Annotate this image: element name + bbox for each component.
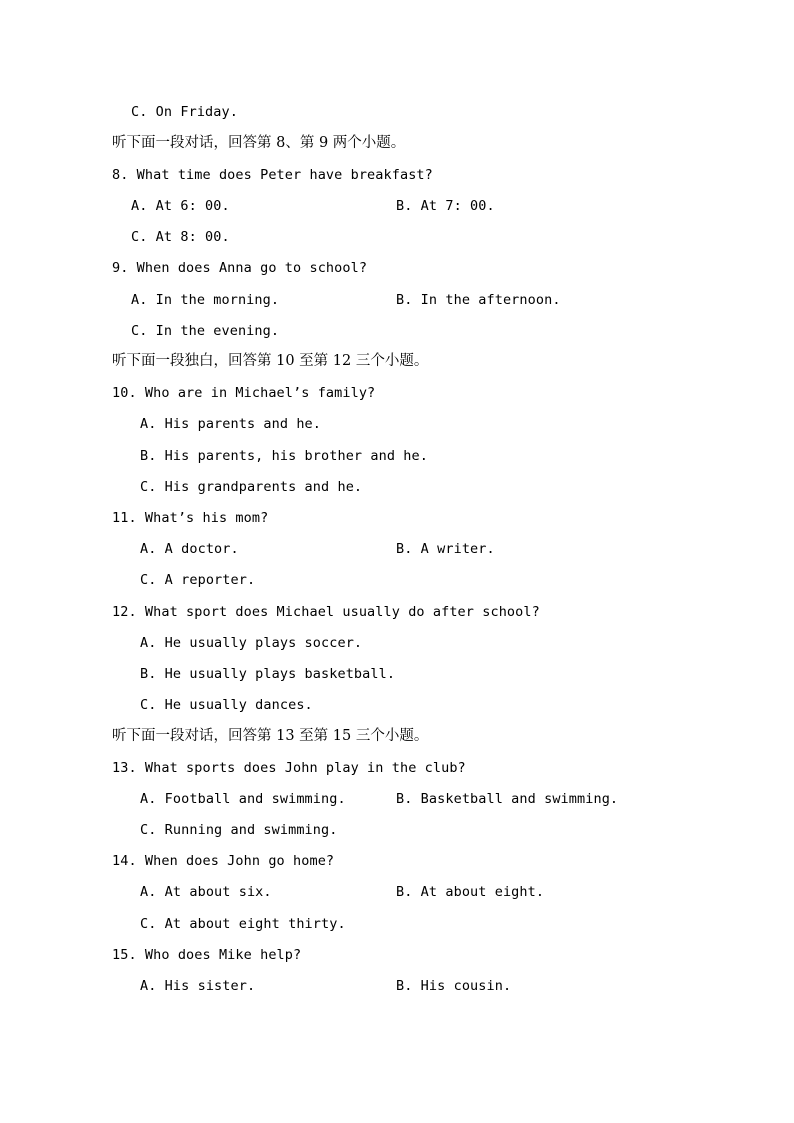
question-8: 8. What time does Peter have breakfast? bbox=[112, 167, 433, 183]
option-9a: A. In the morning. bbox=[131, 292, 280, 308]
option-8c: C. At 8: 00. bbox=[131, 229, 230, 245]
option-15a: A. His sister. bbox=[140, 978, 256, 994]
question-15: 15. Who does Mike help? bbox=[112, 947, 302, 963]
option-12a: A. He usually plays soccer. bbox=[140, 635, 363, 651]
question-12: 12. What sport does Michael usually do after school? bbox=[112, 604, 540, 620]
question-13: 13. What sports does John play in the club? bbox=[112, 760, 466, 776]
section-instruction-1: 听下面一段对话，回答第 8、第 9 两个小题。 bbox=[112, 135, 406, 151]
option-12c: C. He usually dances. bbox=[140, 697, 313, 713]
option-14b: B. At about eight. bbox=[396, 884, 545, 900]
option-14c: C. At about eight thirty. bbox=[140, 916, 346, 932]
option-11c: C. A reporter. bbox=[140, 572, 256, 588]
option-13b: B. Basketball and swimming. bbox=[396, 791, 619, 807]
question-10: 10. Who are in Michael’s family? bbox=[112, 385, 376, 401]
question-14: 14. When does John go home? bbox=[112, 853, 335, 869]
option-9b: B. In the afternoon. bbox=[396, 292, 561, 308]
option-9c: C. In the evening. bbox=[131, 323, 280, 339]
option-13c: C. Running and swimming. bbox=[140, 822, 338, 838]
option-11a: A. A doctor. bbox=[140, 541, 239, 557]
option-12b: B. He usually plays basketball. bbox=[140, 666, 396, 682]
section-instruction-3: 听下面一段对话，回答第 13 至第 15 三个小题。 bbox=[112, 728, 429, 744]
option-8a: A. At 6: 00. bbox=[131, 198, 230, 214]
question-9: 9. When does Anna go to school? bbox=[112, 260, 368, 276]
question-11: 11. What’s his mom? bbox=[112, 510, 269, 526]
option-11b: B. A writer. bbox=[396, 541, 495, 557]
option-8b: B. At 7: 00. bbox=[396, 198, 495, 214]
option-13a: A. Football and swimming. bbox=[140, 791, 346, 807]
section-instruction-2: 听下面一段独白，回答第 10 至第 12 三个小题。 bbox=[112, 353, 429, 369]
option-10b: B. His parents, his brother and he. bbox=[140, 448, 428, 464]
option-7c: C. On Friday. bbox=[131, 104, 238, 120]
option-14a: A. At about six. bbox=[140, 884, 272, 900]
option-10c: C. His grandparents and he. bbox=[140, 479, 363, 495]
option-15b: B. His cousin. bbox=[396, 978, 512, 994]
option-10a: A. His parents and he. bbox=[140, 416, 322, 432]
